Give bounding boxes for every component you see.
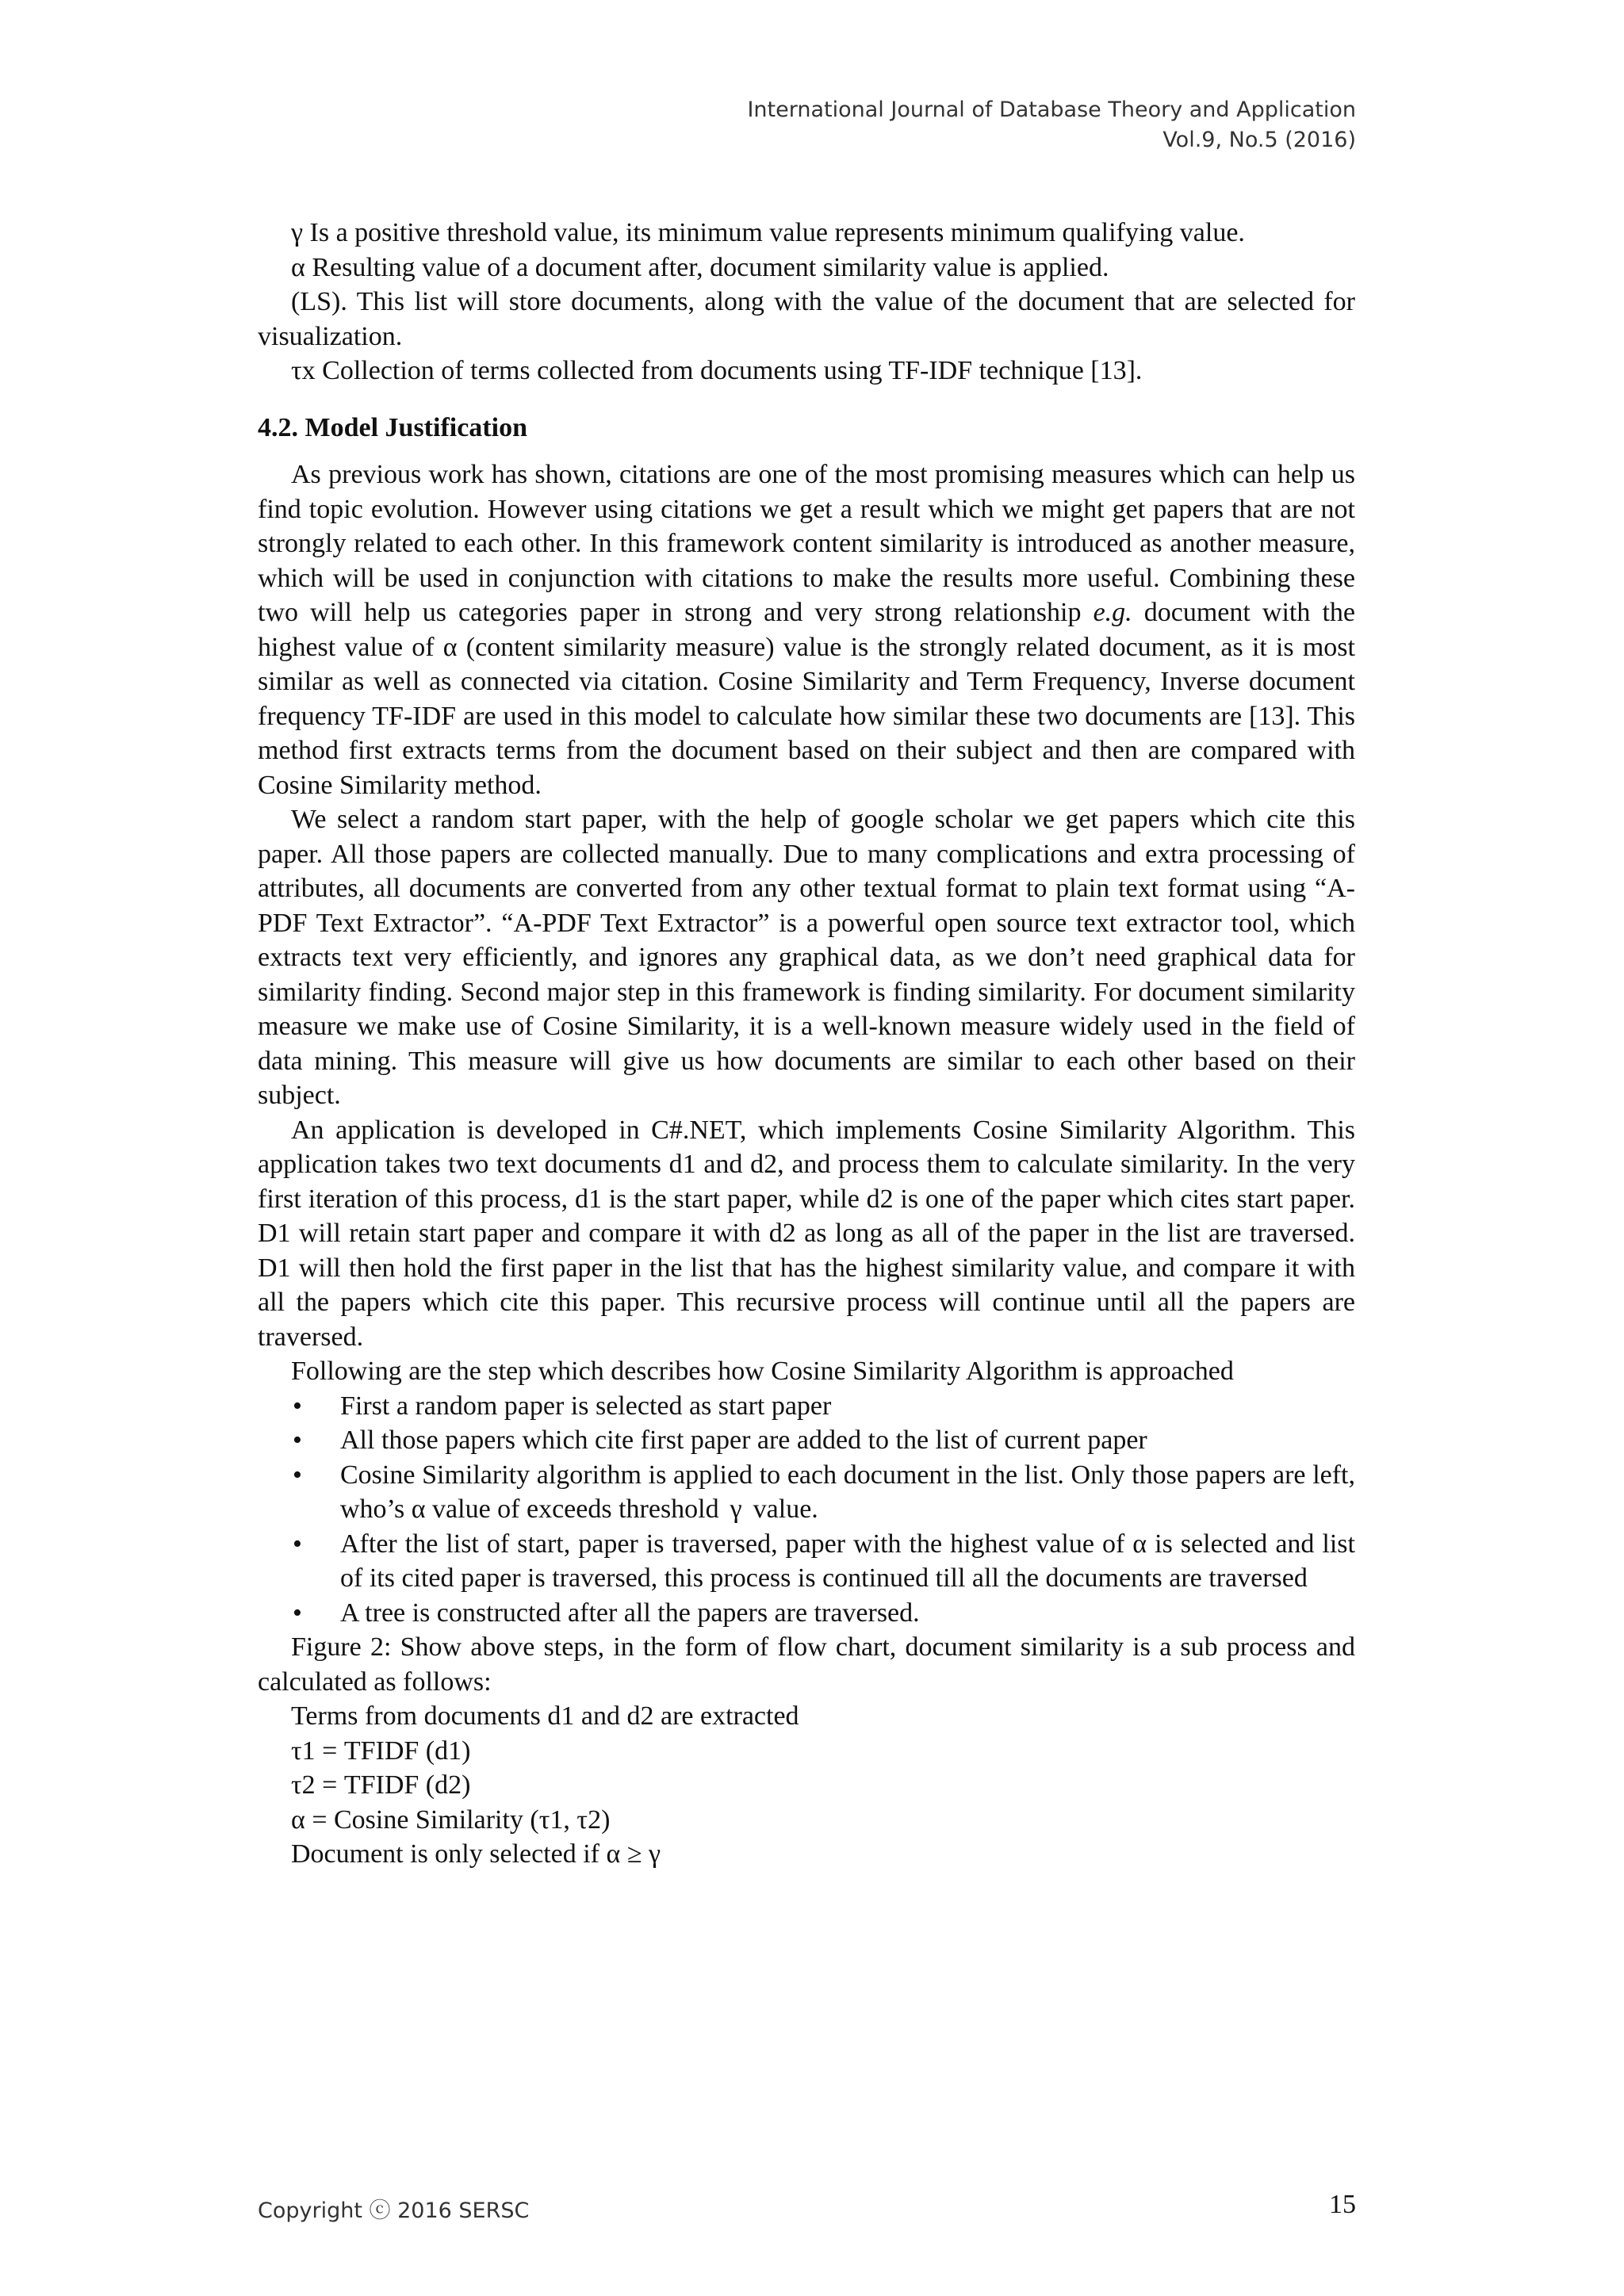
paragraph-data-collection: We select a random start paper, with the help of google scholar we get papers which cite this paper. All those papers are collected manually. Due to many complications and extra processing of attributes, all documents are converted from any other textual format to plain text format using “A-PDF Text Extractor”. “A-PDF Text Extractor” is a powerful open source text extractor tool, which extracts text very efficiently, and ignores any graphical data, as we don’t need graphical data for similarity finding. Second major step in this framework is finding similarity. For document similarity measure we make use of Cosine Similarity, it is a well-known measure widely used in the field of data mining. This measure will give us how documents are similar to each other based on their subject.: [258, 805, 1355, 1110]
formula-line: α = Cosine Similarity (τ1, τ2): [291, 1804, 611, 1835]
steps-intro: Following are the step which describes how Cosine Similarity Algorithm is approached: [291, 1357, 1234, 1386]
copyright: Copyright ⓒ 2016 SERSC: [258, 2198, 530, 2223]
eg-italic: e.g.: [1093, 598, 1132, 627]
list-item: [258, 1458, 1355, 1527]
paragraph-application: An application is developed in C#.NET, which implements Cosine Similarity Algorithm. This application takes two text documents d1 and d2, and process them to calculate similarity. In the very first iteration of this process, d1 is the start paper, while d2 is one of the paper which cites start paper. D1 will retain start paper and compare it with d2 as long as all of the paper in the list are traversed. D1 will then hold the first paper in the list that has the highest similarity value, and compare it with all the papers which cite this paper. This recursive process will continue until all the papers are traversed.: [258, 1115, 1355, 1352]
journal-volume: Vol.9, No.5 (2016): [1162, 128, 1356, 152]
figure-reference: Figure 2: Show above steps, in the form of flow chart, document similarity is a sub process and calculated as follows:: [258, 1632, 1355, 1697]
list-item: • All those papers which cite first paper are added to the list of current paper: [258, 1423, 1355, 1458]
formula-line: Document is only selected if α ≥ γ: [291, 1839, 661, 1869]
step-text: Cosine Similarity algorithm is applied to each document in the list. Only those papers are left, who’s α value of exceeds threshold: [340, 1460, 1355, 1524]
step-text: value.: [753, 1494, 818, 1524]
definition-alpha: α Resulting value of a document after, document similarity value is applied.: [291, 252, 1109, 282]
list-item: • After the list of start, paper is traversed, paper with the highest value of α is selected and list of its cited paper is traversed, this process is continued till all the documents are traversed: [258, 1527, 1355, 1596]
paragraph-model-justification: [258, 457, 1355, 802]
paragraph-text: As previous work has shown, citations are one of the most promising measures which can help us find topic evolution. However using citations we get a result which we might get papers that are not strongly related to each other. In this framework content similarity is introduced as another measure, which will be used in conjunction with citations to make the results more useful. Combining these two will help us categories paper in strong and very strong relationship: [258, 460, 1355, 627]
list-item: • A tree is constructed after all the papers are traversed.: [258, 1596, 1355, 1631]
list-item: • First a random paper is selected as start paper: [258, 1389, 1355, 1424]
page-number: 15: [1329, 2190, 1356, 2219]
journal-title: International Journal of Database Theory and Application: [747, 98, 1356, 122]
gamma-symbol: γ: [730, 1494, 742, 1524]
formula-line: Terms from documents d1 and d2 are extracted: [291, 1701, 799, 1731]
definition-ls: (LS). This list will store documents, along with the value of the document that are selected for visualization.: [258, 287, 1355, 351]
formula-line: τ2 = TFIDF (d2): [291, 1770, 471, 1800]
steps-list: [258, 1389, 1355, 1631]
running-header: [747, 95, 1356, 155]
formula-line: τ1 = TFIDF (d1): [291, 1735, 471, 1766]
paragraph-text: document with the highest value of α (content similarity measure) value is the strongly related document, as it is most similar as well as connected via citation. Cosine Similarity and Term Frequency, Inverse document frequency TF-IDF are used in this model to calculate how similar these two documents are [13]. This method first extracts terms from the document based on their subject and then are compared with Cosine Similarity method.: [258, 598, 1355, 800]
body-content: [258, 216, 1355, 1872]
definition-gamma: γ Is a positive threshold value, its minimum value represents minimum qualifying value.: [291, 218, 1245, 247]
definition-tau: τx Collection of terms collected from documents using TF-IDF technique [13].: [291, 356, 1143, 385]
section-heading: 4.2. Model Justification: [258, 412, 527, 442]
